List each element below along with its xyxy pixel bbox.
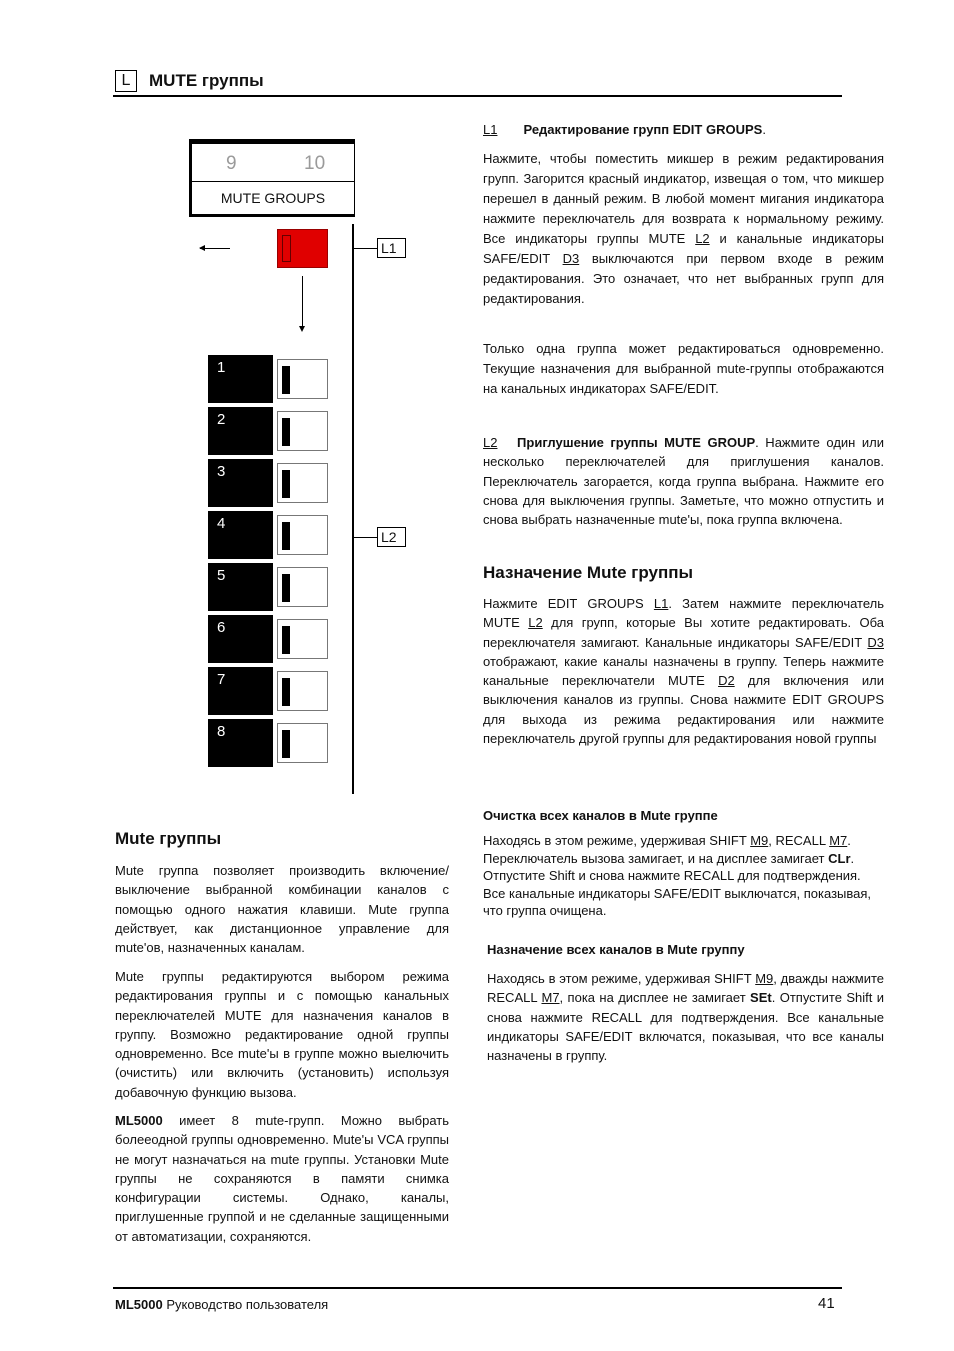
mute-led [282,522,290,550]
clear-paragraph [483,832,884,920]
l1-title: Редактирование групп EDIT GROUPS [523,122,763,137]
footer-rule [113,1287,842,1289]
mute-group-row-5 [208,563,330,611]
ref-d3: D3 [562,251,580,266]
callout-l1: L1 [377,238,406,258]
text: , RECALL [768,833,830,848]
text: , дважды нажмите RECALL [487,971,885,1006]
display-bottom-bar [192,214,354,217]
page-title: MUTE группы [149,71,264,90]
text: . Отпустите Shift и снова нажмите RECALL для подтверждения. Все канальные индикаторы SAFE/EDIT включатся, показывая, что все каналы назначены в группу. [487,990,884,1064]
callout-l2: L2 [377,527,406,547]
group-number-block [208,719,273,767]
text: Нажмите EDIT GROUPS [483,596,654,611]
text: Нажмите, чтобы поместить микшер в режим редактирования групп. Загорится красный индикатор, извещая о том, что микшер перешел в данный режим. В любой момент мигания индикатора нажмите переключатель для возврата к нормальному режиму. Все индикаторы группы MUTE [483,151,884,246]
text: отображают, какие каналы назначены в группу. Теперь нажмите канальные переключатели MUTE [483,653,884,689]
l2-paragraph [483,433,884,529]
footer-title [115,1297,328,1312]
page-number: 41 [818,1295,835,1312]
mute-group-row-1 [208,355,330,403]
set-heading: Назначение всех каналов в Mute группу [487,942,745,957]
mute-group-button-6[interactable] [277,619,328,659]
group-number: 6 [217,619,226,636]
display-number-9: 9 [226,153,237,174]
arrow-down-icon [299,326,305,332]
header-rule [113,95,842,97]
left-section-heading: Mute группы [115,829,222,848]
ref-m9: M9 [755,971,774,986]
mute-group-row-3 [208,459,330,507]
display-number-area [192,144,354,182]
group-number-block [208,355,273,403]
mute-group-button-3[interactable] [277,463,328,503]
group-number: 7 [217,671,226,688]
edit-groups-led [282,235,291,262]
display-code-clr: CLr [828,850,851,866]
left-paragraph-1: Mute группа позволяет производить включение/выключение выбранной комбинации каналов с помощью одного нажатия клавиши. Mute группа действует, как дистанционное управление для mute'ов, назначенных каналам. [115,863,449,956]
mute-led [282,626,290,654]
display-code-set: SEt [750,990,772,1006]
footer-product: ML5000 [115,1297,163,1312]
ref-m9: M9 [750,833,769,848]
footer-text: Руководство пользователя [162,1297,329,1312]
group-number: 5 [217,567,226,584]
edit-groups-button[interactable] [277,229,328,268]
l1-paragraph-1 [483,149,884,309]
mute-group-button-5[interactable] [277,567,328,607]
clear-heading: Очистка всех каналов в Mute группе [483,808,718,823]
group-number-block [208,667,273,715]
mute-group-button-4[interactable] [277,515,328,555]
group-number: 1 [217,359,226,376]
l1-heading: L1 Редактирование групп EDIT GROUPS. [483,122,766,137]
mute-group-display [189,139,355,217]
group-number-block [208,407,273,455]
mute-group-button-2[interactable] [277,411,328,451]
left-paragraph-2: Mute группы редактируются выбором режима редактирования группы и с помощью канальных переключателей MUTE для назначения каналов в группу. Возможно редактирование одной группы одновременно. Все mute'ы в группе можно выелючить (очистить) или включить (установить) используя добавочную функцию вызова. [115,969,449,1100]
mute-group-row-8 [208,719,330,767]
mute-group-button-8[interactable] [277,723,328,763]
ref-l1: L1 [653,596,669,611]
text: . Отпустите Shift и снова нажмите RECALL для подтверждения. Все канальные индикаторы SAFE/EDIT выключатся, показывая, что группа очищена. [483,850,872,918]
text: . Нажмите один или несколько переключателей для приглушения каналов. Переключатель загорается, когда группа выбрана. Нажмите его снова для выключения группы. Заметьте, что можно отпустить и снова выбрать назначенные mute'ы, пока группа включена. [483,435,884,528]
text: для групп, которые Вы хотите редактировать. Оба переключателя замигают. Канальные индикаторы SAFE/EDIT [483,615,884,650]
group-number: 3 [217,463,226,480]
ref-d2: D2 [718,673,735,689]
text: . Затем нажмите переключатель MUTE [483,596,884,631]
set-paragraph [487,969,884,1065]
display-label: MUTE GROUPS [220,190,326,206]
ref-m7: M7 [829,833,848,848]
mute-group-row-4 [208,511,330,559]
mute-led [282,366,290,394]
mute-group-button-7[interactable] [277,671,328,711]
mute-group-row-6 [208,615,330,663]
ref-l2: L2 [528,615,543,631]
arrow-down-line [302,276,303,330]
mute-led [282,678,290,706]
display-number-10: 10 [304,153,326,174]
group-number: 4 [217,515,226,532]
ref-d3: D3 [867,634,884,650]
group-number: 8 [217,723,226,740]
text: выключаются при первом входе в режим редактирования. Это означает, что нет выбранных групп для редактирования. [483,251,884,306]
text: . Переключатель вызова замигает, и на дисплее замигает [483,833,851,866]
group-number-block [208,615,273,663]
mute-led [282,730,290,758]
left-paragraph-3 [115,1111,449,1246]
arrow-left-icon [199,245,205,251]
mute-led [282,574,290,602]
mute-led [282,470,290,498]
group-number-block [208,563,273,611]
l1-paragraph-2: Только одна группа может редактироваться одновременно. Текущие назначения для выбранной mute-группы отображаются на канальных индикаторах SAFE/EDIT. [483,341,884,396]
group-number: 2 [217,411,226,428]
section-letter-box: L [115,70,137,92]
callout-vertical-line [352,224,354,794]
callout-lead-l1 [354,248,378,249]
paragraph-text: имеет 8 mute-групп. Можно выбрать болееодной группы одновременно. Mute'ы VCA группы не могут назначаться на mute группы. Установки Mute группы не сохраняются в памяти снимка конфигурации системы. Однако, каналы, приглушенные группой и не сделанные защищенными от автоматизации, сохраняются. [115,1113,449,1244]
ref-l1: L1 [483,122,498,137]
group-number-block [208,511,273,559]
ref-l2: L2 [695,231,710,246]
l2-title: Приглушение группы MUTE GROUP [517,435,756,450]
ref-l2: L2 [483,435,498,450]
mute-led [282,418,290,446]
ref-m7: M7 [541,990,560,1006]
text: для включения или выключения каналов из группы. Снова нажмите EDIT GROUPS для выхода из режима редактирования или нажмите переключатель другой группы для редактирования новой группы [483,673,884,747]
mute-group-row-2 [208,407,330,455]
text: Находясь в этом режиме, удерживая SHIFT [487,971,756,986]
text: Находясь в этом режиме, удерживая SHIFT [483,833,751,848]
callout-lead-l2 [354,537,378,538]
group-number-block [208,459,273,507]
assign-heading: Назначение Mute группы [483,563,694,582]
text: , пока на дисплее не замигает [559,990,751,1006]
text: и канальные индикаторы SAFE/EDIT [483,231,884,266]
product-name: ML5000 [115,1113,163,1128]
assign-paragraph [483,594,884,748]
mute-group-button-1[interactable] [277,359,328,399]
mute-group-row-7 [208,667,330,715]
